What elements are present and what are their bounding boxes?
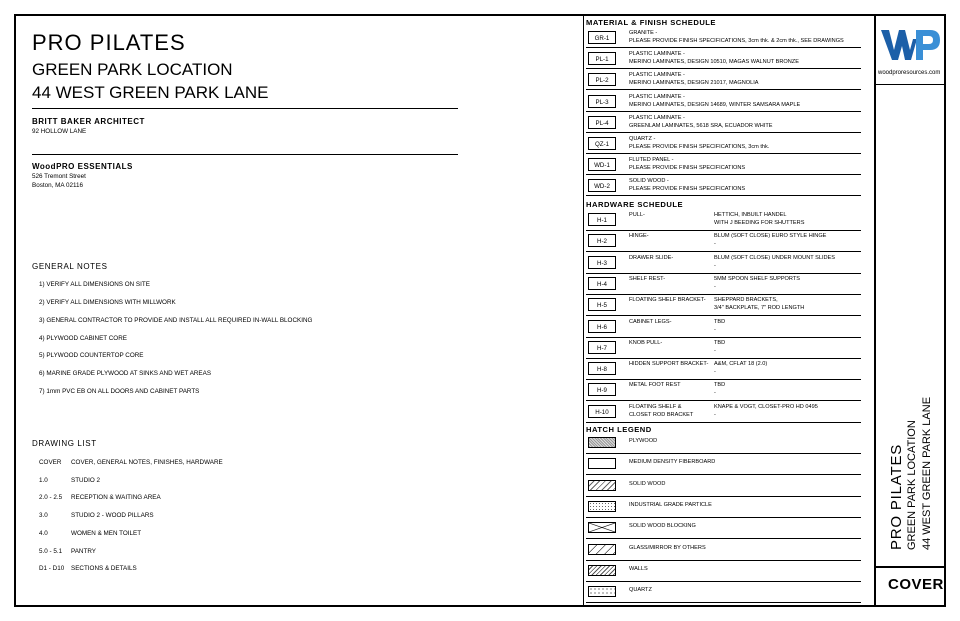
row-divider bbox=[586, 195, 861, 196]
vertical-project-name: PRO PILATES bbox=[888, 443, 905, 550]
drawing-name: STUDIO 2 bbox=[71, 477, 101, 484]
row-divider bbox=[586, 132, 861, 133]
hardware-item: FLOATING SHELF & bbox=[629, 403, 682, 410]
particle-hatch-swatch bbox=[588, 501, 616, 512]
title-block-divider bbox=[874, 15, 876, 606]
fabricator-address-line2: Boston, MA 02116 bbox=[32, 182, 83, 189]
drawing-code: 2.0 - 2.5 bbox=[39, 494, 63, 501]
material-line1: PLASTIC LAMINATE - bbox=[629, 114, 685, 121]
quartz-hatch-swatch bbox=[588, 586, 616, 597]
material-line1: QUARTZ - bbox=[629, 136, 656, 142]
vertical-project-location: GREEN PARK LOCATION bbox=[906, 420, 918, 550]
row-divider bbox=[586, 273, 861, 274]
hardware-item: DRAWER SLIDE- bbox=[629, 254, 674, 261]
hardware-item: FLOATING SHELF BRACKET- bbox=[629, 297, 706, 304]
hardware-item: KNOB PULL- bbox=[629, 339, 663, 346]
logo-url: woodproresources.com bbox=[878, 70, 941, 76]
hardware-item: HIDDEN SUPPORT BRACKET- bbox=[629, 361, 709, 368]
fabricator-title: WoodPRO ESSENTIALS bbox=[32, 162, 133, 171]
drawing-list-title: DRAWING LIST bbox=[32, 439, 97, 448]
woodpro-logo bbox=[880, 26, 942, 66]
hardware-code: H-8 bbox=[588, 362, 616, 375]
drawing-name: STUDIO 2 - WOOD PILLARS bbox=[71, 512, 154, 519]
row-divider bbox=[586, 47, 861, 48]
glass-hatch-swatch bbox=[588, 544, 616, 555]
row-divider bbox=[586, 337, 861, 338]
material-code: WD-1 bbox=[588, 158, 616, 171]
hardware-spec2: 3/4" BACKPLATE, 7" ROD LENGTH bbox=[714, 305, 805, 312]
hardware-spec2: - bbox=[714, 262, 716, 269]
blocking-hatch-swatch bbox=[588, 522, 616, 533]
material-line2: PLEASE PROVIDE FINISH SPECIFICATIONS bbox=[629, 165, 746, 172]
drawing-code: 5.0 - 5.1 bbox=[39, 548, 63, 555]
row-divider bbox=[586, 230, 861, 231]
material-line1: SOLID WOOD - bbox=[629, 178, 669, 185]
walls-hatch-swatch bbox=[588, 565, 616, 576]
row-divider bbox=[586, 538, 861, 539]
list-item: 2) VERIFY ALL DIMENSIONS WITH MILLWORK bbox=[39, 299, 176, 306]
architect-address: 92 HOLLOW LANE bbox=[32, 128, 87, 135]
row-divider bbox=[586, 422, 861, 423]
woodpro-logo-icon bbox=[880, 26, 942, 66]
hardware-spec1: 5MM SPOON SHELF SUPPORTS bbox=[714, 275, 800, 282]
row-divider bbox=[586, 453, 861, 454]
hatch-label: SOLID WOOD BLOCKING bbox=[629, 523, 696, 530]
hardware-spec2: - bbox=[714, 283, 716, 290]
list-item: 1) VERIFY ALL DIMENSIONS ON SITE bbox=[39, 281, 150, 288]
hardware-spec2: - bbox=[714, 411, 716, 418]
solid-wood-hatch-swatch bbox=[588, 480, 616, 491]
hardware-spec1: TBD bbox=[714, 382, 726, 389]
drawing-code: 4.0 bbox=[39, 530, 48, 537]
row-divider bbox=[586, 294, 861, 295]
drawing-code: 3.0 bbox=[39, 512, 48, 519]
drawing-name: RECEPTION & WAITING AREA bbox=[71, 494, 161, 501]
hatch-label: INDUSTRIAL GRADE PARTICLE bbox=[629, 501, 712, 508]
list-item: 4) PLYWOOD CABINET CORE bbox=[39, 335, 127, 342]
hardware-code: H-7 bbox=[588, 341, 616, 354]
material-code: PL-3 bbox=[588, 95, 616, 108]
hardware-item: PULL- bbox=[629, 212, 645, 218]
material-line2: MERINO LAMINATES, DESIGN 10510, MAGAS WALNUT BRONZE bbox=[629, 59, 799, 66]
row-divider bbox=[586, 174, 861, 175]
hardware-code: H-6 bbox=[588, 320, 616, 333]
material-line2: MERINO LAMINATES, DESIGN 14689, WINTER SAMSARA MAPLE bbox=[629, 101, 801, 108]
list-item: 5) PLYWOOD COUNTERTOP CORE bbox=[39, 352, 144, 359]
hatch-label: MEDIUM DENSITY FIBERBOARD bbox=[629, 459, 716, 466]
drawing-name: COVER, GENERAL NOTES, FINISHES, HARDWARE bbox=[71, 459, 223, 466]
hardware-code: H-4 bbox=[588, 277, 616, 290]
architect-title: BRITT BAKER ARCHITECT bbox=[32, 117, 145, 126]
material-line1: PLASTIC LAMINATE - bbox=[629, 51, 685, 58]
hardware-spec1: KNAPE & VOGT, CLOSET-PRO HD 0495 bbox=[714, 403, 818, 410]
row-divider bbox=[586, 89, 861, 90]
row-divider bbox=[586, 111, 861, 112]
material-line2: PLEASE PROVIDE FINISH SPECIFICATIONS bbox=[629, 186, 746, 193]
divider bbox=[32, 108, 458, 109]
hardware-item: CABINET LEGS- bbox=[629, 318, 672, 325]
material-code: WD-2 bbox=[588, 179, 616, 192]
material-code: QZ-1 bbox=[588, 137, 616, 150]
hardware-spec2: WITH J BEEDING FOR SHUTTERS bbox=[714, 220, 805, 226]
material-line2: PLEASE PROVIDE FINISH SPECIFICATIONS, 3cm thk. bbox=[629, 144, 770, 150]
hardware-spec1: A&M, CFLAT 18 (2.0) bbox=[714, 361, 768, 368]
sheet-name: COVER bbox=[888, 576, 944, 593]
hardware-code: H-3 bbox=[588, 256, 616, 269]
material-schedule-title: MATERIAL & FINISH SCHEDULE bbox=[586, 18, 717, 27]
plywood-hatch-swatch bbox=[588, 437, 616, 448]
hardware-spec2: - bbox=[714, 326, 716, 333]
drawing-name: SECTIONS & DETAILS bbox=[71, 565, 137, 572]
row-divider bbox=[586, 379, 861, 380]
hatch-legend-title: HATCH LEGEND bbox=[586, 425, 652, 434]
material-line1: GRANITE - bbox=[629, 30, 658, 36]
drawing-code: 1.0 bbox=[39, 477, 48, 484]
general-notes-title: GENERAL NOTES bbox=[32, 262, 108, 271]
hardware-item-line2: CLOSET ROD BRACKET bbox=[629, 411, 694, 418]
material-line1: FLUTED PANEL - bbox=[629, 157, 674, 164]
row-divider bbox=[586, 153, 861, 154]
hardware-item: SHELF REST- bbox=[629, 275, 666, 282]
drawing-code: D1 - D10 bbox=[39, 565, 65, 572]
material-code: PL-2 bbox=[588, 73, 616, 86]
row-divider bbox=[586, 315, 861, 316]
column-divider bbox=[583, 15, 584, 606]
row-divider bbox=[586, 251, 861, 252]
drawing-name: WOMEN & MEN TOILET bbox=[71, 530, 142, 537]
hardware-code: H-1 bbox=[588, 213, 616, 226]
hardware-schedule-title: HARDWARE SCHEDULE bbox=[586, 200, 684, 209]
material-code: GR-1 bbox=[588, 31, 616, 44]
row-divider bbox=[586, 517, 861, 518]
hardware-spec2: - bbox=[714, 347, 716, 354]
material-line1: PLASTIC LAMINATE - bbox=[629, 93, 685, 100]
row-divider bbox=[586, 358, 861, 359]
material-code: PL-4 bbox=[588, 116, 616, 129]
hardware-spec2: - bbox=[714, 241, 716, 248]
list-item: 7) 1mm PVC EB ON ALL DOORS AND CABINET PARTS bbox=[39, 388, 200, 395]
row-divider bbox=[586, 68, 861, 69]
hardware-spec1: BLUM (SOFT CLOSE) UNDER MOUNT SLIDES bbox=[714, 254, 836, 261]
project-name: PRO PILATES bbox=[32, 30, 186, 55]
hardware-code: H-9 bbox=[588, 383, 616, 396]
hardware-spec1: HETTICH, INBUILT HANDEL bbox=[714, 212, 787, 218]
hardware-spec1: BLUM (SOFT CLOSE) EURO STYLE HINGE bbox=[714, 233, 827, 240]
row-divider bbox=[586, 581, 861, 582]
vertical-project-address: 44 WEST GREEN PARK LANE bbox=[921, 396, 933, 550]
row-divider bbox=[586, 474, 861, 475]
list-item: 3) GENERAL CONTRACTOR TO PROVIDE AND INSTALL ALL REQUIRED IN-WALL BLOCKING bbox=[39, 317, 313, 324]
drawing-name: PANTRY bbox=[71, 548, 96, 555]
hatch-label: GLASS/MIRROR BY OTHERS bbox=[629, 544, 706, 551]
hardware-code: H-2 bbox=[588, 234, 616, 247]
material-line2: GREENLAM LAMINATES, 5618 SRA, ECUADOR WHITE bbox=[629, 122, 773, 129]
drawing-code: COVER bbox=[39, 459, 62, 466]
row-divider bbox=[586, 400, 861, 401]
hardware-spec2: - bbox=[714, 369, 716, 376]
row-divider bbox=[586, 602, 861, 603]
divider bbox=[32, 154, 458, 155]
divider bbox=[875, 566, 945, 568]
list-item: 6) MARINE GRADE PLYWOOD AT SINKS AND WET AREAS bbox=[39, 370, 212, 377]
hardware-item: METAL FOOT REST bbox=[629, 382, 681, 389]
hardware-code: H-5 bbox=[588, 298, 616, 311]
hardware-spec1: TBD bbox=[714, 318, 726, 325]
hardware-code: H-10 bbox=[588, 405, 616, 418]
row-divider bbox=[586, 560, 861, 561]
divider bbox=[875, 84, 945, 85]
hardware-spec2: - bbox=[714, 390, 716, 397]
material-code: PL-1 bbox=[588, 52, 616, 65]
material-line2: MERINO LAMINATES, DESIGN 21017, MAGNOLIA bbox=[629, 80, 759, 87]
hatch-label: WALLS bbox=[629, 565, 648, 572]
project-location: GREEN PARK LOCATION bbox=[32, 60, 233, 79]
hatch-label: SOLID WOOD bbox=[629, 480, 666, 487]
material-line1: PLASTIC LAMINATE - bbox=[629, 72, 685, 79]
row-divider bbox=[586, 496, 861, 497]
hardware-item: HINGE- bbox=[629, 233, 649, 240]
hardware-spec1: SHEPPARD BRACKETS, bbox=[714, 297, 778, 304]
fabricator-address-line1: 526 Tremont Street bbox=[32, 173, 86, 180]
hardware-spec1: TBD bbox=[714, 339, 726, 346]
hatch-label: QUARTZ bbox=[629, 587, 652, 594]
project-address: 44 WEST GREEN PARK LANE bbox=[32, 83, 269, 102]
material-line2: PLEASE PROVIDE FINISH SPECIFICATIONS, 3cm thk. & 2cm thk., SEE DRAWINGS bbox=[629, 38, 844, 44]
mdf-hatch-swatch bbox=[588, 458, 616, 469]
hatch-label: PLYWOOD bbox=[629, 438, 658, 444]
